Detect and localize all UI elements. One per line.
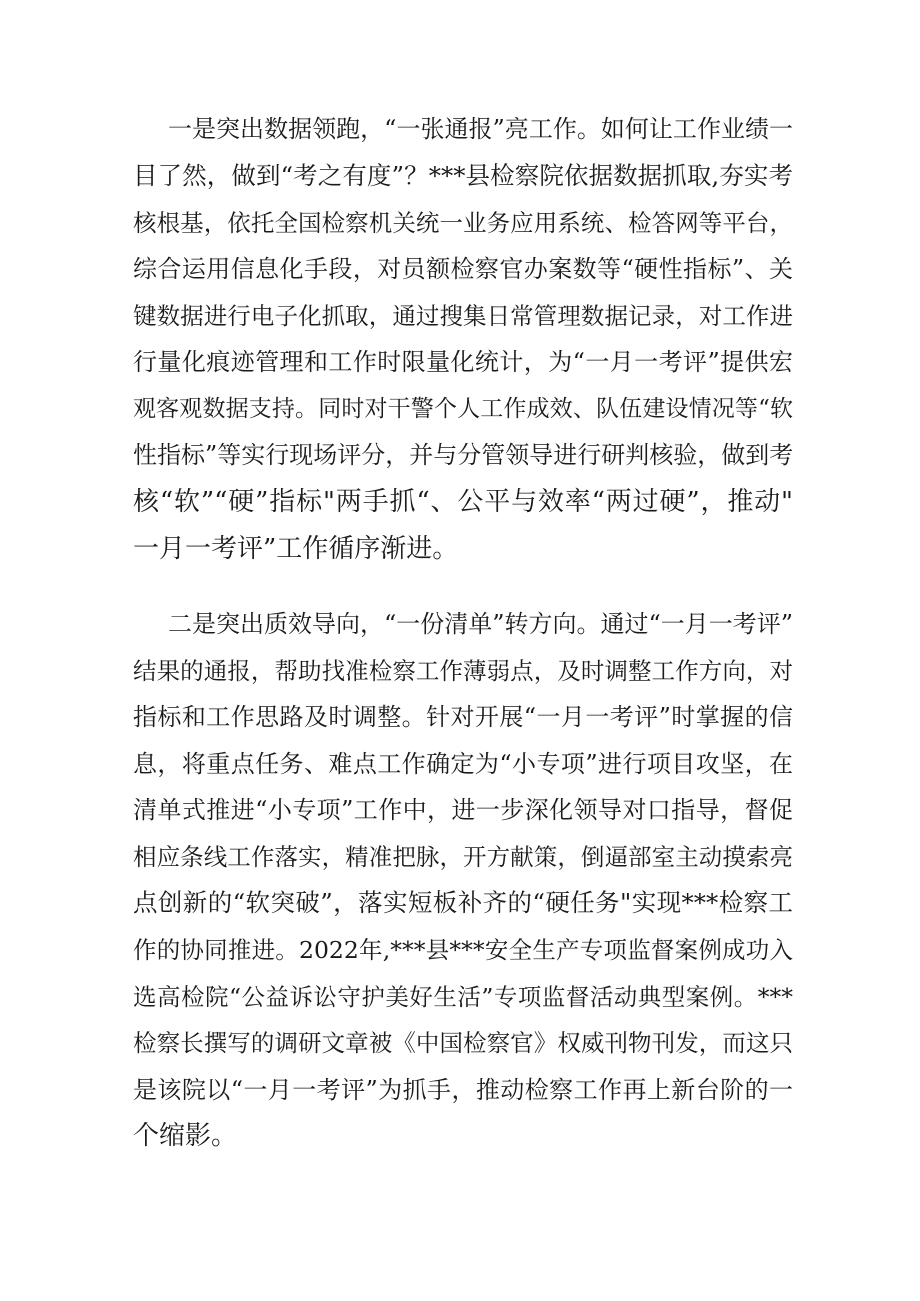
paragraph-line: 键数据进行电子化抓取，通过搜集日常管理数据记录，对工作进 xyxy=(133,302,793,330)
paragraph-line: 核根基，依托全国检察机关统一业务应用系统、检答网等平台， xyxy=(133,209,793,237)
paragraph-line: 检察长撰写的调研文章被《中国检察官》权威刊物刊发，而这只 xyxy=(133,1029,793,1057)
paragraph-line: 息，将重点任务、难点工作确定为“小专项”进行项目攻坚，在 xyxy=(133,750,793,778)
paragraph-line: 观客观数据支持。同时对干警个人工作成效、队伍建设情况等“软 xyxy=(133,396,793,422)
paragraph-line: 相应条线工作落实，精准把脉，开方献策，倒逼部室主动摸索亮 xyxy=(133,843,793,871)
paragraph-line: 是该院以“一月一考评”为抓手，推动检察工作再上新台阶的一 xyxy=(133,1076,793,1104)
paragraph-line: 二是突出质效导向，“一份清单”转方向。通过“一月一考评” xyxy=(168,610,793,638)
paragraph-line: 作的协同推进。2022年,***县***安全生产专项监督案例成功入 xyxy=(133,936,793,964)
paragraph-line: 行量化痕迹管理和工作时限量化统计，为“一月一考评”提供宏 xyxy=(133,348,793,376)
paragraph-line: 清单式推进“小专项”工作中，进一步深化领导对口指导，督促 xyxy=(133,796,793,824)
paragraph-line: 核“软”“硬”指标"两手抓“、公平与效率“两过硬”，推动" xyxy=(133,487,793,517)
paragraph-line: 结果的通报，帮助找准检察工作薄弱点，及时调整工作方向，对 xyxy=(133,657,793,685)
paragraph-line: 一是突出数据领跑，“一张通报”亮工作。如何让工作业绩一 xyxy=(168,115,793,143)
paragraph-line: 点创新的“软突破”，落实短板补齐的“硬任务"实现***检察工 xyxy=(133,888,793,917)
paragraph-line: 选高检院“公益诉讼守护美好生活”专项监督活动典型案例。*** xyxy=(133,983,793,1011)
paragraph-line: 目了然，做到“考之有度”？***县检察院依据数据抓取,夯实考 xyxy=(133,161,793,190)
paragraph-line: 性指标”等实行现场评分，并与分管领导进行研判核验，做到考 xyxy=(133,441,793,469)
paragraph-line: 个缩影。 xyxy=(133,1121,238,1151)
paragraph-line: 综合运用信息化手段，对员额检察官办案数等“硬性指标”、关 xyxy=(133,255,793,283)
paragraph-line: 一月一考评”工作循序渐进。 xyxy=(133,534,459,564)
paragraph-line: 指标和工作思路及时调整。针对开展“一月一考评”时掌握的信 xyxy=(133,703,793,731)
